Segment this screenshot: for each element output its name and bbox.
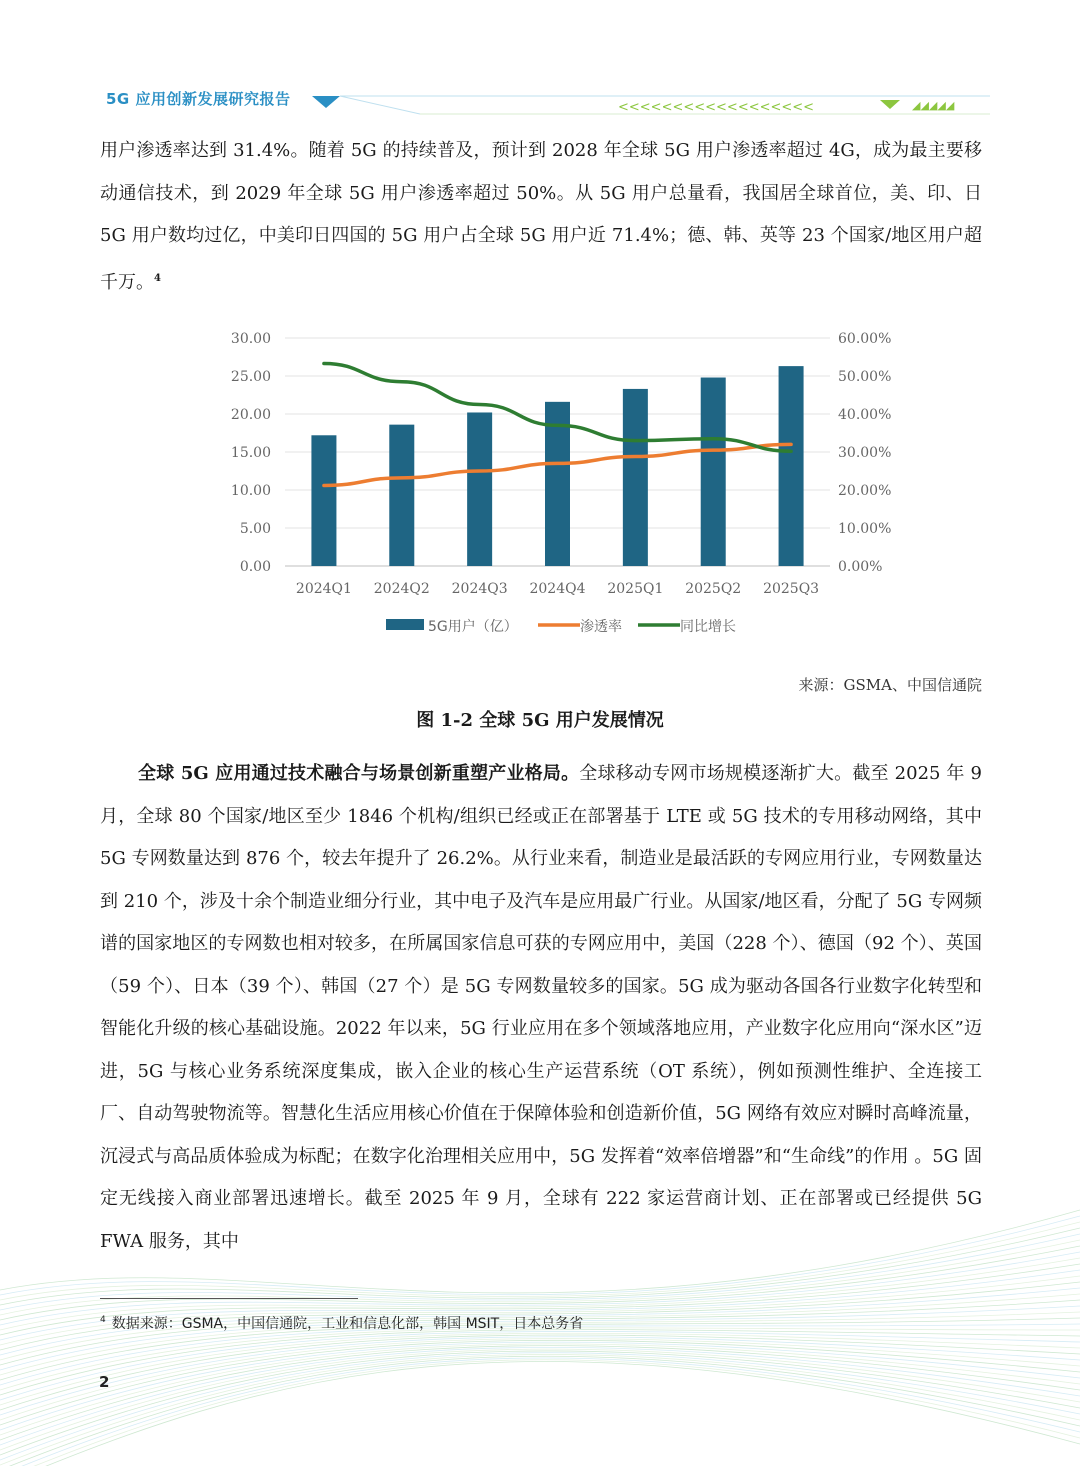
x-tick-label: 2025Q3: [763, 581, 820, 597]
y-right-tick-label: 20.00%: [838, 483, 892, 499]
page-number: 2: [99, 1373, 110, 1391]
x-tick-label: 2025Q1: [607, 581, 664, 597]
y-right-tick-label: 50.00%: [838, 369, 892, 385]
x-tick-label: 2024Q4: [529, 581, 586, 597]
legend-label: 同比增长: [680, 619, 736, 635]
wave-line: [0, 1351, 1080, 1455]
paragraph-2-lead: 全球 5G 应用通过技术融合与场景创新重塑产业格局。: [138, 763, 580, 784]
y-right-tick-label: 10.00%: [838, 521, 892, 537]
footnote: [100, 1313, 583, 1333]
y-left-tick-label: 5.00: [239, 521, 271, 537]
bar-2025Q1: [623, 389, 648, 566]
legend-label: 渗透率: [580, 619, 622, 635]
wave-line: [0, 1360, 1080, 1466]
footnote-number: 4: [100, 1315, 106, 1326]
x-tick-label: 2024Q2: [373, 581, 430, 597]
y-left-tick-label: 20.00: [230, 407, 271, 423]
chart-svg: [220, 322, 900, 642]
wave-line: [0, 1356, 1080, 1466]
wave-line: [0, 1347, 1080, 1445]
y-right-tick-label: 0.00%: [838, 559, 883, 575]
paragraph-1-text: 用户渗透率达到 31.4%。随着 5G 的持续普及，预计到 2028 年全球 5G 用户渗透率超过 4G，成为最主要移动通信技术，到 2029 年全球 5G 用户渗透率超过 50%。从 5G 用户总量看，我国居全球首位，美、印、日 5G 用户数均过亿，中美印日四国的 5G 用户占全球 5G 用户近 71.4%；德、韩、英等 23 个国家/地区用户超千万。: [100, 140, 982, 293]
report-header-title: 5G 应用创新发展研究报告: [106, 90, 291, 108]
y-left-tick-label: 10.00: [230, 483, 271, 499]
wave-line: [0, 1349, 1080, 1450]
y-left-tick-label: 30.00: [230, 331, 271, 347]
paragraph-2-text: 全球移动专网市场规模逐渐扩大。截至 2025 年 9 月，全球 80 个国家/地区至少 1846 个机构/组织已经或正在部署基于 LTE 或 5G 技术的专用移动网络，其中 5G 专网数量达到 876 个，较去年提升了 26.2%。从行业来看，制造业是最活跃的专网应用行业，专网数量达到 210 个，涉及十余个制造业细分行业，其中电子及汽车是应用最广行业。从国家/地区看，分配了 5G 专网频谱的国家地区的专网数也相对较多，在所属国家信息可获的专网应用中，美国（228 个）、德国（92 个）、英国（59 个）、日本（39 个）、韩国（27 个）是 5G 专网数量较多的国家。5G 成为驱动各国各行业数字化转型和智能化升级的核心基础设施。2022 年以来，5G 行业应用在多个领域落地应用，产业数字化应用向“深水区”迈进，5G 与核心业务系统深度集成，嵌入企业的核心生产运营系统（OT 系统），例如预测性维护、全连接工厂、自动驾驶物流等。智慧化生活应用核心价值在于保障体验和创造新价值，5G 网络有效应对瞬时高峰流量，沉浸式与高品质体验成为标配；在数字化治理相关应用中，5G 发挥着“效率倍增器”和“生命线”的作用 。5G 固定无线接入商业部署迅速增长。截至 2025 年 9 月，全球有 222 家运营商计划、正在部署或已经提供 5G FWA 服务，其中: [100, 763, 982, 1252]
footnote-ref: 4: [154, 272, 161, 284]
wave-line: [0, 1335, 1080, 1410]
x-tick-label: 2024Q3: [451, 581, 508, 597]
bar-2025Q3: [779, 366, 804, 566]
bar-2025Q2: [701, 378, 726, 566]
header-decoration: [300, 92, 990, 118]
y-right-tick-label: 30.00%: [838, 445, 892, 461]
header-chevrons: <<<<<<<<<<<<<<<<<<: [618, 100, 815, 115]
figure-caption: 图 1-2 全球 5G 用户发展情况: [416, 710, 664, 731]
bar-2024Q3: [467, 412, 492, 566]
y-right-tick-label: 60.00%: [838, 331, 892, 347]
x-tick-label: 2025Q2: [685, 581, 742, 597]
paragraph-1: [100, 130, 982, 304]
y-left-tick-label: 25.00: [230, 369, 271, 385]
legend-swatch-5G用户（亿）: [386, 619, 424, 630]
footnote-divider: [100, 1298, 358, 1299]
legend-label: 5G用户（亿）: [428, 619, 518, 635]
y-right-tick-label: 40.00%: [838, 407, 892, 423]
bar-2024Q2: [389, 425, 414, 566]
figure-chart: [220, 322, 900, 642]
header-green-triangle-icon: [880, 100, 900, 109]
footnote-text: 数据来源：GSMA，中国信通院，工业和信息化部，韩国 MSIT，日本总务省: [111, 1316, 584, 1332]
chart-source: 来源：GSMA、中国信通院: [798, 676, 982, 694]
header-triangle-icon: [312, 96, 340, 108]
svg-text:◢◢◢◢◢: ◢◢◢◢◢: [912, 99, 955, 112]
x-tick-label: 2024Q1: [295, 581, 352, 597]
paragraph-2: [100, 753, 982, 1263]
bar-2024Q1: [311, 435, 336, 566]
y-left-tick-label: 15.00: [230, 445, 271, 461]
y-left-tick-label: 0.00: [239, 559, 271, 575]
